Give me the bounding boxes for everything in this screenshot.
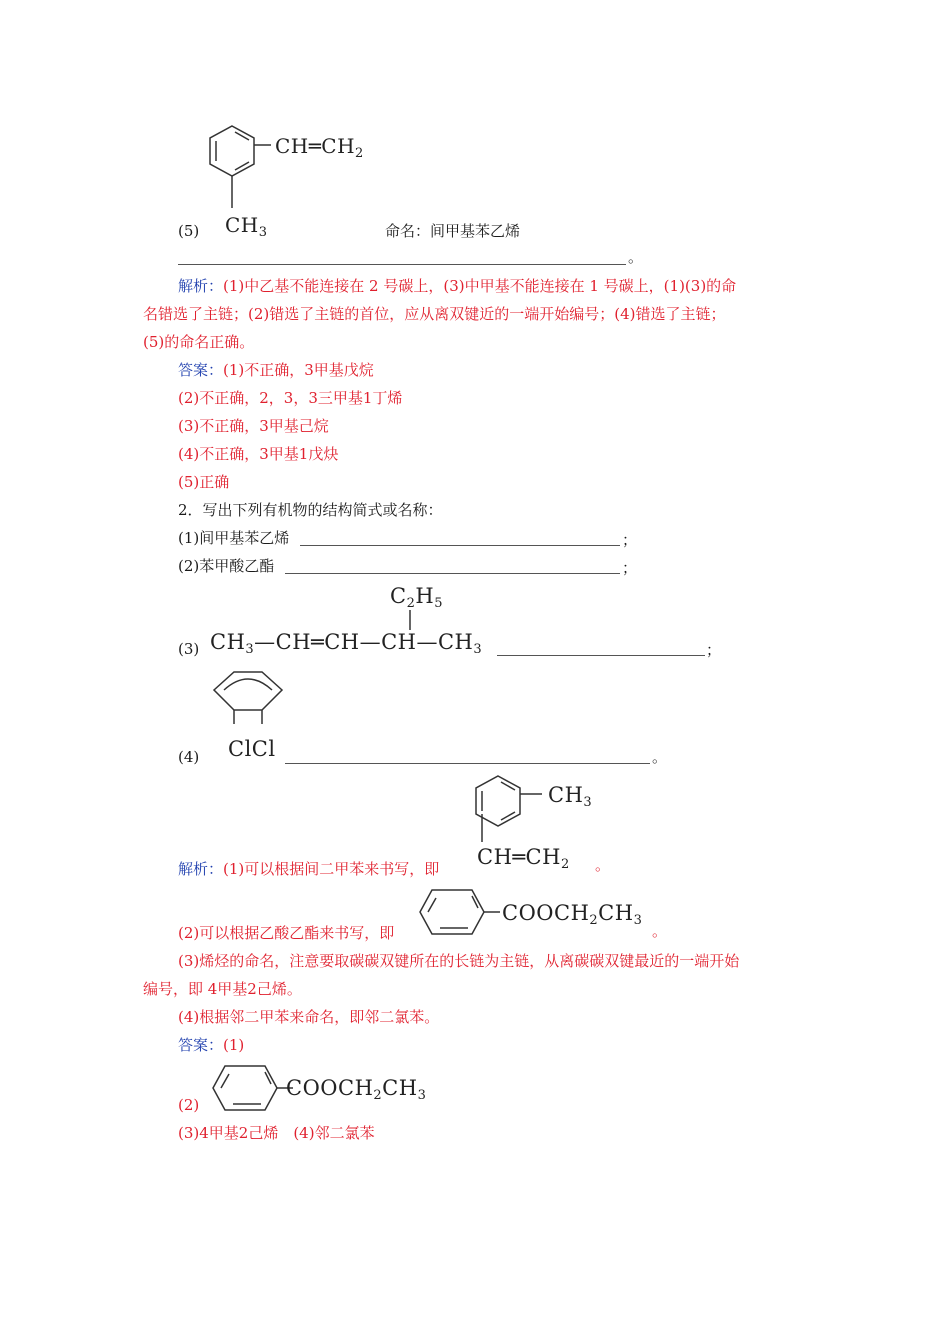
answer-2-label: 答案： [178, 1036, 224, 1054]
answer-4: (4)不正确，3甲基1戊炔 [178, 445, 339, 463]
branch-bond [408, 610, 412, 632]
answer-2-2: (2) [178, 1096, 200, 1114]
answer-3: (3)不正确，3甲基己烷 [178, 417, 329, 435]
question-2-stem: 2．写出下列有机物的结构简式或名称： [178, 501, 443, 519]
answer-2-3-4: (3)4甲基2己烯 (4)邻二氯苯 [178, 1124, 375, 1142]
q2-blank-4 [285, 763, 650, 764]
analysis-2-label: 解析： [178, 860, 224, 878]
analysis-line-2: 名错选了主链；(2)错选了主链的首位，应从离双键近的一端开始编号；(4)错选了主链； [143, 305, 726, 323]
analysis-2-para-1: 解析：(1)可以根据间二甲苯来书写，即 [178, 860, 440, 878]
meta-methylstyrene-structure [205, 120, 265, 215]
vinyl-group-label: $CH═CH_2$ [275, 134, 364, 161]
analysis-2-para-3-line-1: (3)烯烃的命名，注意要取碳碳双键所在的长链为主链，从离碳碳双键最近的一端开始 [178, 952, 740, 970]
dichlorobenzene-structure [210, 668, 290, 740]
analysis-2-para-3-line-2: 编号，即 4甲基2己烯。 [143, 980, 302, 998]
analysis-ester-group: $COOCH_2CH_3$ [502, 901, 643, 928]
analysis-ester-benzene-ring [420, 888, 500, 938]
q2-item-2: (2)苯甲酸乙酯 [178, 557, 275, 575]
answer-ester-benzene-ring [213, 1064, 293, 1114]
answer-blank-5 [178, 264, 626, 265]
answer-ester-group: $COOCH_2CH_3$ [286, 1076, 427, 1103]
q2-item-4: (4) [178, 748, 200, 766]
answer-1: 答案：(1)不正确，3甲基戊烷 [178, 361, 374, 379]
end-mark: 。 [628, 248, 644, 266]
analysis-methyl-label: $CH_3$ [548, 783, 593, 810]
answer-5: (5)正确 [178, 473, 230, 491]
analysis-vinyl-label: $CH═CH_2$ [477, 845, 570, 872]
analysis-line-3: (5)的命名正确。 [143, 333, 255, 351]
dichloro-substituents: ClCl [228, 737, 276, 761]
q2-semicolon-1: ； [622, 531, 638, 549]
analysis-2-para-2: (2)可以根据乙酸乙酯来书写，即 [178, 924, 395, 942]
analysis-paragraph-1: 解析：(1)中乙基不能连接在 2 号碳上，(3)中甲基不能连接在 1 号碳上，(1)(3)的命 [178, 277, 737, 295]
answer-2: (2)不正确，2，3，3三甲基1丁烯 [178, 389, 403, 407]
answer-2-1: 答案：(1) [178, 1036, 245, 1054]
q2-end-mark: 。 [652, 748, 668, 766]
analysis-label: 解析： [178, 277, 224, 295]
item-5-number: (5) [178, 222, 200, 240]
methyl-group-label: $CH_3$ [225, 213, 268, 240]
ethyl-branch-label: $C_2H_5$ [390, 584, 443, 611]
q2-blank-3 [497, 655, 705, 656]
q2-semicolon-3: ； [706, 641, 722, 659]
q2-blank-1 [300, 545, 620, 546]
analysis-2-para-2-end: 。 [652, 922, 668, 940]
alkene-chain-formula: $CH_3—CH═CH—CH—CH_3$ [210, 630, 483, 657]
analysis-2-para-1-end: 。 [595, 856, 611, 874]
q2-item-1: (1)间甲基苯乙烯 [178, 529, 290, 547]
q2-semicolon-2: ； [622, 559, 638, 577]
q2-blank-2 [285, 573, 620, 574]
item-5-naming: 命名：间甲基苯乙烯 [385, 222, 521, 240]
answer-label: 答案： [178, 361, 224, 379]
q2-item-3: (3) [178, 640, 200, 658]
analysis-2-para-4: (4)根据邻二甲苯来命名，即邻二氯苯。 [178, 1008, 440, 1026]
